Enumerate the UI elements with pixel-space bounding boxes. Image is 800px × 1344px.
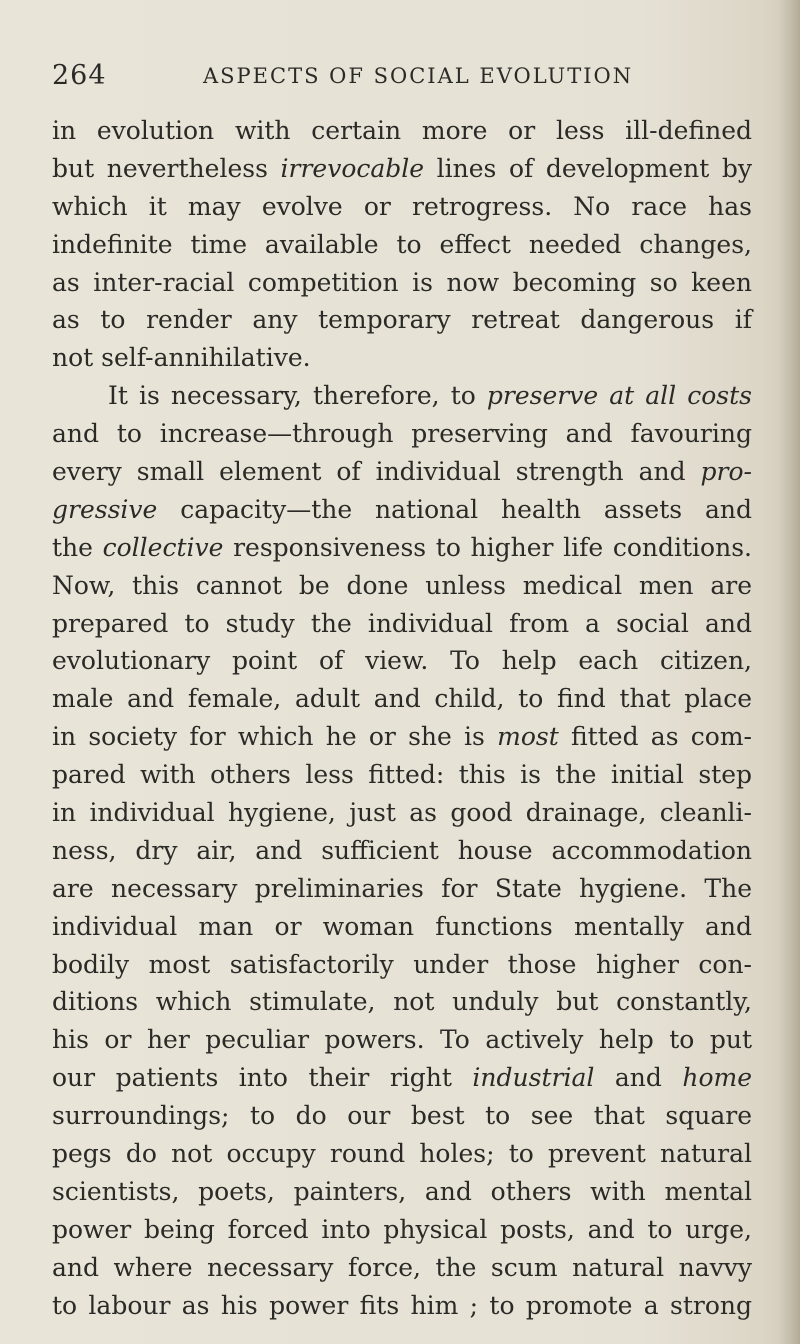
page-number: 264 (52, 60, 107, 91)
body-text (52, 112, 752, 1325)
text-line: every small element of individual strength and pro- (52, 457, 752, 487)
paragraph-first-line: It is necessary, therefore, to preserve at all costs (108, 381, 752, 411)
text-line: in evolution with certain more or less ill-defined (52, 116, 752, 145)
text-line: and to increase—through preserving and favouring (52, 419, 752, 449)
text-line: which it may evolve or retrogress. No race has (52, 191, 752, 221)
text-line: ditions which stimulate, not unduly but constantly, (52, 987, 752, 1017)
text-line: pegs do not occupy round holes; to prevent natural (52, 1139, 752, 1169)
text-line: in society for which he or she is most fitted as com- (52, 722, 752, 752)
text-line: are necessary preliminaries for State hygiene. The (52, 873, 752, 903)
text-line: surroundings; to do our best to see that square (52, 1101, 752, 1131)
text-line: pared with others less fitted: this is the initial step (52, 760, 752, 790)
text-line: and where necessary force, the scum natural navvy (52, 1252, 752, 1282)
text-line: but nevertheless irrevocable lines of development by (52, 153, 753, 183)
text-line: bodily most satisfactorily under those higher con- (52, 949, 752, 979)
text-line: our patients into their right industrial and home (52, 1063, 752, 1093)
text-line: ness, dry air, and sufficient house accommodation (52, 835, 752, 865)
text-line: power being forced into physical posts, and to urge, (52, 1214, 752, 1244)
text-line: prepared to study the individual from a social and (52, 608, 752, 638)
text-line: male and female, adult and child, to find that place (52, 684, 752, 714)
text-line: his or her peculiar powers. To actively help to put (52, 1025, 752, 1055)
text-line: evolutionary point of view. To help each citizen, (52, 646, 752, 676)
text-line: as inter-racial competition is now becoming so keen (52, 267, 752, 297)
text-line: the collective responsiveness to higher life conditions. (52, 532, 752, 562)
page-header (52, 60, 752, 100)
text-line: gressive capacity—the national health assets and (52, 494, 752, 524)
text-line: Now, this cannot be done unless medical men are (52, 570, 752, 600)
text-line: as to render any temporary retreat dangerous if (52, 305, 752, 335)
text-line: in individual hygiene, just as good drainage, cleanli- (52, 798, 752, 828)
page-edge-shadow (778, 0, 800, 1344)
text-line: indefinite time available to effect needed changes, (52, 229, 752, 259)
text-line: scientists, poets, painters, and others with mental (52, 1176, 752, 1206)
text-line: to labour as his power fits him ; to promote a strong (52, 1290, 752, 1320)
text-line: individual man or woman functions mentally and (52, 911, 752, 941)
running-head: ASPECTS OF SOCIAL EVOLUTION (203, 64, 634, 88)
text-line: not self-annihilative. (52, 343, 311, 373)
